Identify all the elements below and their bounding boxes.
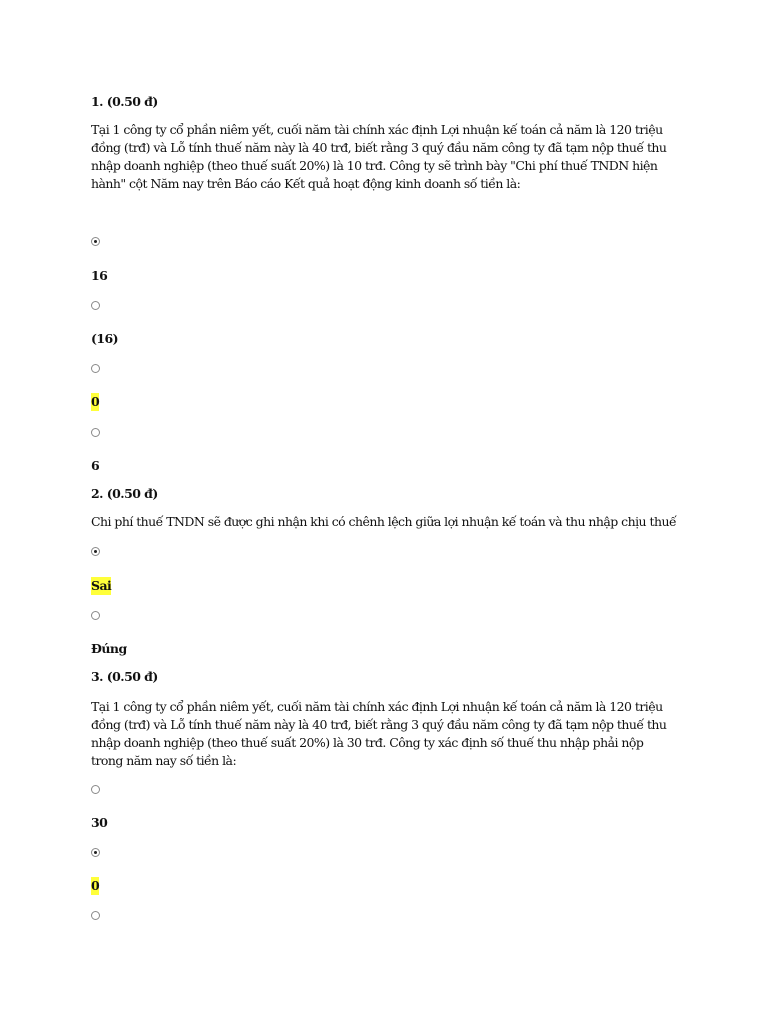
question-2-header: 2. (0.50 đ) — [91, 486, 158, 501]
question-3-text-line-3: nhập doanh nghiệp (theo thuế suất 20%) là 30 trđ. Công ty xác định số thuế thu nhập phải nộp — [91, 735, 644, 750]
question-1-option-1-label: 16 — [91, 268, 108, 283]
question-3-text-line-1: Tại 1 công ty cổ phần niêm yết, cuối năm tài chính xác định Lợi nhuận kế toán cả năm là 120 triệu — [91, 699, 663, 714]
question-1-option-3-label: 0 — [91, 394, 100, 409]
question-2-text-line-1: Chi phí thuế TNDN sẽ được ghi nhận khi có chênh lệch giữa lợi nhuận kế toán và thu nhập chịu thuế — [91, 514, 677, 529]
question-3-text-line-4: trong năm nay số tiền là: — [91, 753, 237, 768]
question-1-option-2-label: (16) — [91, 331, 119, 346]
question-1-option-1-radio[interactable] — [91, 237, 100, 246]
question-1-text-line-2: đồng (trđ) và Lỗ tính thuế năm này là 40 trđ, biết rằng 3 quý đầu năm công ty đã tạm nộp thuế thu — [91, 140, 667, 155]
question-1-header: 1. (0.50 đ) — [91, 94, 158, 109]
question-2-option-1-label: Sai — [91, 578, 112, 593]
question-3-option-2-radio[interactable] — [91, 848, 100, 857]
question-3-header: 3. (0.50 đ) — [91, 669, 158, 684]
question-1-text-line-1: Tại 1 công ty cổ phần niêm yết, cuối năm tài chính xác định Lợi nhuận kế toán cả năm là 120 triệu — [91, 122, 663, 137]
question-2-option-2-label: Đúng — [91, 641, 127, 656]
question-1-option-2-radio[interactable] — [91, 301, 100, 310]
question-1-option-3-radio[interactable] — [91, 364, 100, 373]
question-1-text-line-3: nhập doanh nghiệp (theo thuế suất 20%) là 10 trđ. Công ty sẽ trình bày "Chi phí thuế TNDN hiện — [91, 158, 658, 173]
question-3-option-1-radio[interactable] — [91, 785, 100, 794]
question-1-text-line-4: hành" cột Năm nay trên Báo cáo Kết quả hoạt động kinh doanh số tiền là: — [91, 176, 521, 191]
question-3-option-2-label: 0 — [91, 878, 100, 893]
question-2-option-1-radio[interactable] — [91, 547, 100, 556]
question-2-option-2-radio[interactable] — [91, 611, 100, 620]
question-3-option-3-radio[interactable] — [91, 911, 100, 920]
question-3-option-1-label: 30 — [91, 815, 108, 830]
question-1-option-4-radio[interactable] — [91, 428, 100, 437]
question-3-text-line-2: đồng (trđ) và Lỗ tính thuế năm này là 40 trđ, biết rằng 3 quý đầu năm công ty đã tạm nộp thuế thu — [91, 717, 667, 732]
question-1-option-4-label: 6 — [91, 458, 100, 473]
